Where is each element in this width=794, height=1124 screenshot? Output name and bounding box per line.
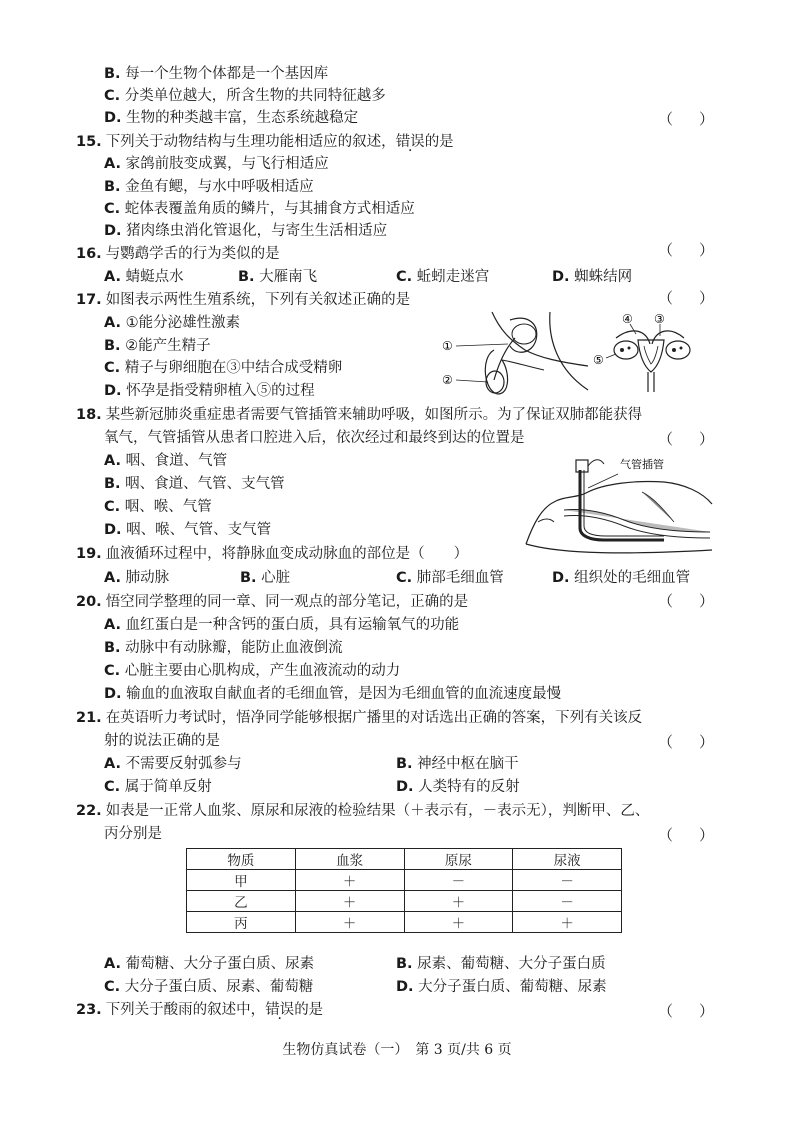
q17-option-d: D. 怀孕是指受精卵植入⑤的过程: [104, 383, 315, 399]
q19-option-a: A. 肺动脉: [104, 570, 170, 586]
q18-option-a: A. 咽、食道、气管: [104, 453, 228, 469]
table-cell: ＋: [295, 870, 404, 891]
q17-option-b: B. ②能产生精子: [104, 338, 211, 354]
q20-answer-paren: （）: [658, 592, 741, 610]
q18-option-b: B. 咽、食道、气管、支气管: [104, 476, 285, 492]
q22-stem-line2: 丙分别是: [104, 826, 162, 842]
q19-option-b: B. 心脏: [240, 570, 291, 586]
page-footer: 生物仿真试卷（一） 第 3 页/共 6 页: [282, 1042, 512, 1058]
q15-option-d: D. 猪肉绦虫消化管退化，与寄生生活相适应: [104, 223, 388, 239]
q19-option-c: C. 肺部毛细血管: [396, 570, 504, 586]
q22-option-d: D. 大分子蛋白质、葡萄糖、尿素: [396, 979, 607, 995]
table-cell: ＋: [295, 891, 404, 912]
male-reproductive-diagram: [440, 310, 590, 400]
q16-option-b: B. 大雁南飞: [238, 269, 318, 285]
q16-option-d: D. 蜘蛛结网: [552, 269, 633, 285]
q15-option-c: C. 蛇体表覆盖角质的鳞片，与其捕食方式相适应: [104, 201, 415, 217]
fig-label-intubation: 气管插管: [620, 458, 664, 471]
q23-stem: 23. 下列关于酸雨的叙述中，错误的是: [76, 1002, 324, 1018]
q14-option-c: C. 分类单位越大，所含生物的共同特征越多: [104, 88, 386, 104]
intubation-diagram: [524, 452, 714, 560]
q21-option-a: A. 不需要反射弧参与: [104, 756, 242, 772]
q21-option-d: D. 人类特有的反射: [396, 779, 520, 795]
table-row: [187, 870, 622, 891]
q19-stem: 19. 血液循环过程中，将静脉血变成动脉血的部位是（ ）: [76, 546, 469, 562]
q18-option-c: C. 咽、喉、气管: [104, 499, 212, 515]
table-cell: ＋: [404, 912, 513, 933]
q21-answer-paren: （）: [658, 733, 741, 751]
q22-option-b: B. 尿素、葡萄糖、大分子蛋白质: [396, 956, 606, 972]
q17-option-a: A. ①能分泌雄性激素: [104, 315, 241, 331]
q20-option-b: B. 动脉中有动脉瓣，能防止血液倒流: [104, 640, 343, 656]
q20-option-c: C. 心脏主要由心肌构成，产生血液流动的动力: [104, 663, 401, 679]
female-reproductive-diagram: [592, 310, 710, 394]
fig-label-4: ④: [622, 312, 633, 326]
table-row: [187, 912, 622, 933]
q14-answer-paren: （）: [658, 110, 741, 128]
table-header: 血浆: [295, 849, 404, 870]
table-cell: 甲: [187, 870, 296, 891]
q22-answer-paren: （）: [658, 826, 741, 844]
q22-stem-line1: 22. 如表是一正常人血浆、原尿和尿液的检验结果（＋表示有，－表示无），判断甲、乙、: [76, 803, 650, 819]
q19-option-d: D. 组织处的毛细血管: [552, 570, 691, 586]
q16-stem: 16. 与鹦鹉学舌的行为类似的是: [76, 246, 280, 262]
q22-option-a: A. 葡萄糖、大分子蛋白质、尿素: [104, 956, 315, 972]
table-header: 原尿: [404, 849, 513, 870]
q22-option-c: C. 大分子蛋白质、尿素、葡萄糖: [104, 979, 314, 995]
q20-stem: 20. 悟空同学整理的同一章、同一观点的部分笔记，正确的是: [76, 594, 469, 610]
q16-option-c: C. 蚯蚓走迷宫: [396, 269, 490, 285]
q16-answer-paren: （）: [658, 241, 741, 259]
q18-option-d: D. 咽、喉、气管、支气管: [104, 522, 272, 538]
q15-stem: 15. 下列关于动物结构与生理功能相适应的叙述，错误的是: [76, 134, 454, 150]
table-cell: ＋: [295, 912, 404, 933]
test-results-table: [186, 848, 622, 933]
q23-answer-paren: （）: [658, 1002, 741, 1020]
table-cell: －: [404, 870, 513, 891]
table-header: 尿液: [513, 849, 622, 870]
table-cell: 丙: [187, 912, 296, 933]
q20-option-a: A. 血红蛋白是一种含钙的蛋白质，具有运输氧气的功能: [104, 617, 460, 633]
q17-answer-paren: （）: [658, 289, 741, 307]
fig-label-3: ③: [654, 312, 665, 326]
fig-label-2: ②: [442, 373, 453, 387]
q18-stem-line1: 18. 某些新冠肺炎重症患者需要气管插管来辅助呼吸，如图所示。为了保证双肺都能获得: [76, 407, 643, 423]
q14-option-d: D. 生物的种类越丰富，生态系统越稳定: [104, 110, 359, 126]
q17-option-c: C. 精子与卵细胞在③中结合成受精卵: [104, 360, 343, 376]
table-header-row: [187, 849, 622, 870]
q21-option-b: B. 神经中枢在脑干: [396, 756, 519, 772]
q20-option-d: D. 输血的血液取自献血者的毛细血管，是因为毛细血管的血流速度最慢: [104, 686, 562, 702]
table-header: 物质: [187, 849, 296, 870]
q17-stem: 17. 如图表示两性生殖系统，下列有关叙述正确的是: [76, 292, 411, 308]
q14-option-b: B. 每一个生物个体都是一个基因库: [104, 66, 329, 82]
q15-option-a: A. 家鸽前肢变成翼，与飞行相适应: [104, 156, 329, 172]
q21-stem-line2: 射的说法正确的是: [104, 733, 220, 749]
q21-stem-line1: 21. 在英语听力考试时，悟净同学能够根据广播里的对话选出正确的答案，下列有关该反: [76, 710, 643, 726]
table-cell: ＋: [513, 912, 622, 933]
q18-stem-line2: 氧气，气管插管从患者口腔进入后，依次经过和最终到达的位置是: [104, 430, 525, 446]
fig-label-5: ⑤: [593, 353, 604, 367]
fig-label-1: ①: [442, 339, 453, 353]
q18-answer-paren: （）: [658, 430, 741, 448]
q21-option-c: C. 属于简单反射: [104, 779, 212, 795]
table-cell: －: [513, 891, 622, 912]
table-row: [187, 891, 622, 912]
q15-option-b: B. 金鱼有鳃，与水中呼吸相适应: [104, 179, 314, 195]
table-cell: －: [513, 870, 622, 891]
table-cell: 乙: [187, 891, 296, 912]
q16-option-a: A. 蜻蜓点水: [104, 269, 184, 285]
table-cell: ＋: [404, 891, 513, 912]
